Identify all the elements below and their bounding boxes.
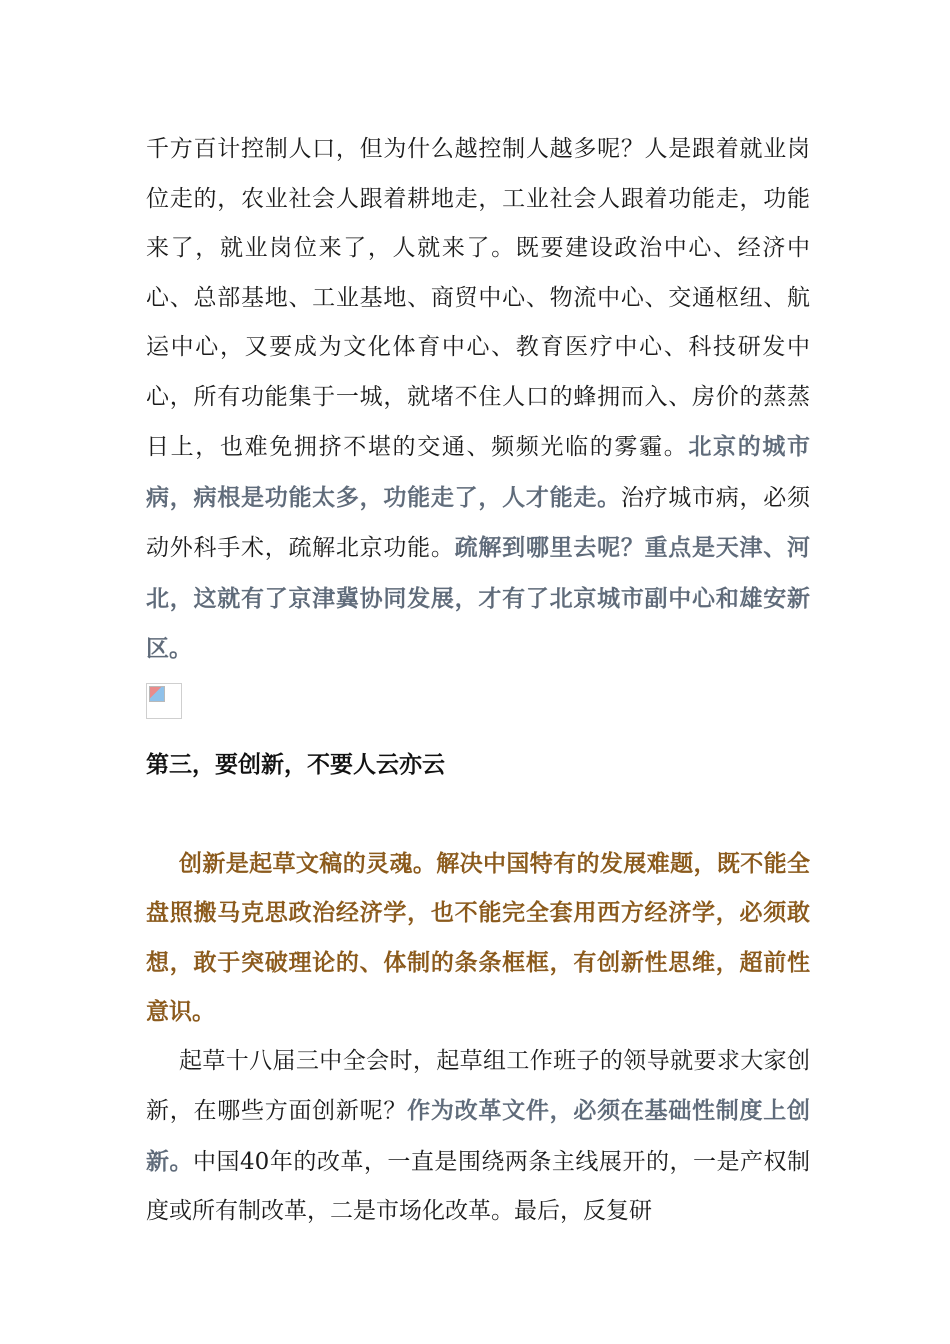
section-heading: 第三，要创新，不要人云亦云: [146, 750, 445, 778]
paragraph-1-emphasis-b: 疏解到哪里去呢？重点是天津、河北，这就有了京津冀协同发展，才有了北京城市副中心和雄安新区。: [146, 534, 811, 662]
paragraph-3-text-b: 中国40年的改革，一直是围绕两条主线展开的，一是产权制度或所有制改革，二是市场化改革。最后，反复研: [146, 1148, 811, 1224]
paragraph-1-text-b: 治疗城市病，必须动外科手术，疏解北京功能。: [146, 484, 811, 561]
paragraph-1-text-a: 千方百计控制人口，但为什么越控制人越多呢？人是跟着就业岗位走的，农业社会人跟着耕地走，工业社会人跟着功能走，功能来了，就业岗位来了，人就来了。既要建设政治中心、经济中心、总部基地、工业基地、商贸中心、物流中心、交通枢纽、航运中心，又要成为文化体育中心、教育医疗中心、科技研发中心，所有功能集于一城，就堵不住人口的蜂拥而入、房价的蒸蒸日上，也难免拥挤不堪的交通、频频光临的雾霾。: [146, 136, 810, 460]
document-page: [146, 125, 810, 1237]
paragraph-2: 创新是起草文稿的灵魂。解决中国特有的发展难题，既不能全盘照搬马克思政治经济学，也不能完全套用西方经济学，必须敢想，敢于突破理论的、体制的条条框框，有创新性思维，超前性意识。: [146, 849, 810, 1025]
paragraph-3-text-a: 起草十八届三中全会时，起草组工作班子的领导就要求大家创新，在哪些方面创新呢？: [146, 1047, 810, 1124]
paragraph-3-emphasis: 作为改革文件，必须在基础性制度上创新。: [146, 1097, 811, 1175]
broken-image-placeholder: [146, 683, 182, 719]
paragraph-1: [146, 125, 810, 675]
broken-image-icon: [149, 686, 165, 702]
paragraph-3: [146, 1037, 810, 1237]
paragraph-1-emphasis-a: 北京的城市病，病根是功能太多，功能走了，人才能走。: [146, 433, 811, 511]
